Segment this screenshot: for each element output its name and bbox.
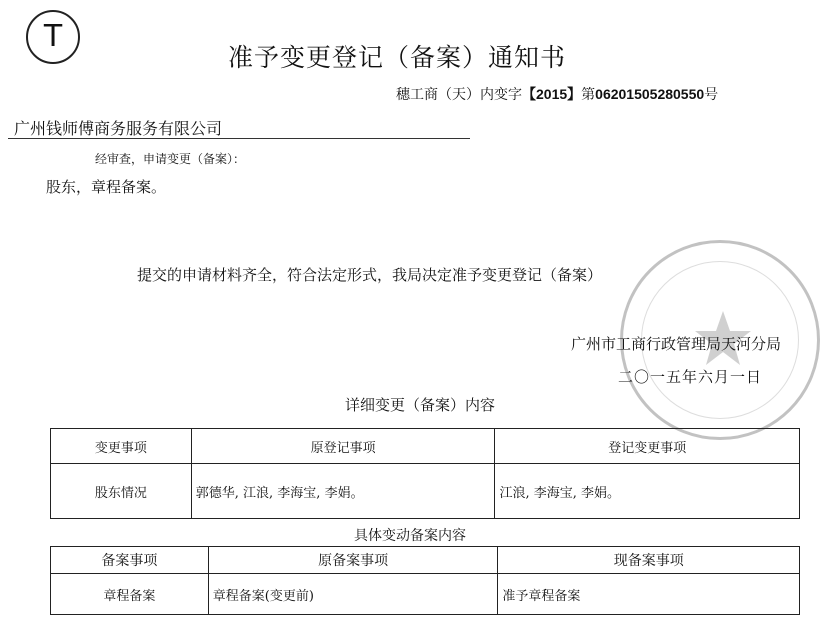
change-content: 股东，章程备案。 xyxy=(46,178,167,196)
t-badge-letter: T xyxy=(43,19,63,54)
doc-number-year: 【2015】 xyxy=(522,86,582,102)
column-header: 现备案事项 xyxy=(498,547,800,574)
column-header: 登记变更事项 xyxy=(495,429,800,464)
issue-date: 二〇一五年六月一日 xyxy=(618,368,763,386)
document-number xyxy=(396,84,718,104)
column-header: 原登记事项 xyxy=(191,429,495,464)
doc-number-suffix: 号 xyxy=(704,87,719,103)
t-badge-icon xyxy=(26,10,80,64)
section-filing-details-title: 具体变动备案内容 xyxy=(354,528,466,544)
doc-number-value: 06201505280550 xyxy=(595,86,705,102)
table-cell: 江浪, 李海宝, 李娟。 xyxy=(495,464,800,519)
table-header-row xyxy=(51,429,800,464)
table-cell: 股东情况 xyxy=(51,464,192,519)
change-details-table xyxy=(50,428,800,519)
table-cell: 章程备案 xyxy=(51,574,209,615)
table-row xyxy=(51,464,800,519)
column-header: 备案事项 xyxy=(51,547,209,574)
doc-number-prefix: 穗工商（天）内变字 xyxy=(396,87,522,103)
filing-details-table xyxy=(50,546,800,615)
column-header: 变更事项 xyxy=(51,429,192,464)
issuing-authority: 广州市工商行政管理局天河分局 xyxy=(571,335,782,353)
section-change-details-title: 详细变更（备案）内容 xyxy=(345,396,496,414)
table-cell: 准予章程备案 xyxy=(498,574,800,615)
document-title: 准予变更登记（备案）通知书 xyxy=(228,43,567,72)
table-row xyxy=(51,574,800,615)
decision-text: 提交的申请材料齐全，符合法定形式，我局决定准予变更登记（备案） xyxy=(137,266,603,284)
table-header-row xyxy=(51,547,800,574)
company-underline xyxy=(8,138,470,139)
review-text: 经审查，申请变更（备案）： xyxy=(95,152,246,166)
doc-number-mid: 第 xyxy=(581,87,596,103)
column-header: 原备案事项 xyxy=(208,547,498,574)
table-cell: 郭德华, 江浪, 李海宝, 李娟。 xyxy=(191,464,495,519)
company-name: 广州钱师傅商务服务有限公司 xyxy=(14,119,223,138)
table-cell: 章程备案(变更前) xyxy=(208,574,498,615)
